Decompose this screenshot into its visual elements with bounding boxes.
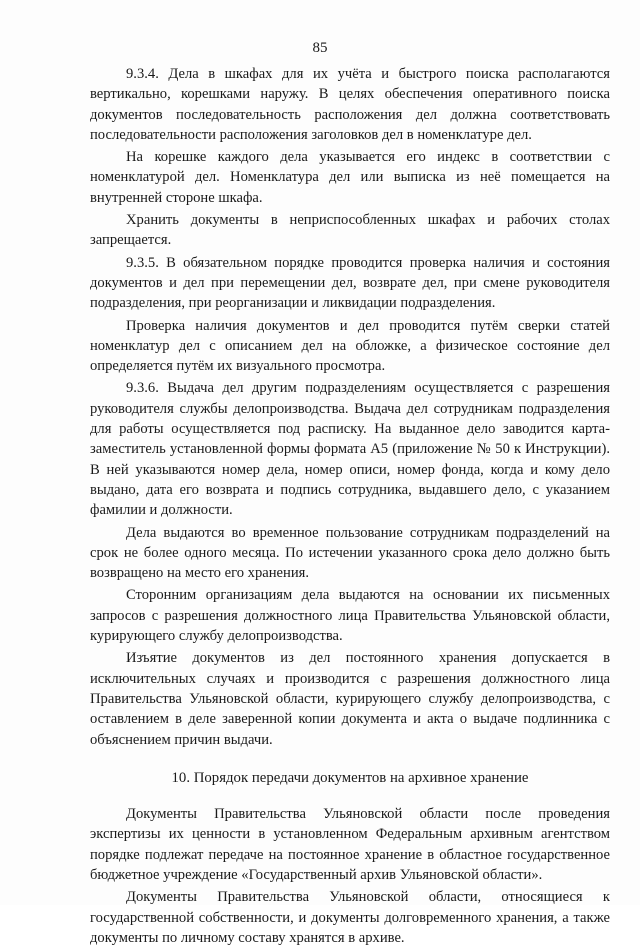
paragraph-temporary-use: Дела выдаются во временное пользование сотрудникам подразделений на срок не более одного месяца. По истечении указанного срока дело должно быть возвращено на место его хранения. [90,524,610,582]
paragraph-third-party: Сторонним организациям дела выдаются на основании их письменных запросов с разрешения должностного лица Правительства Ульяновской области, курирующего службу делопроизводства. [90,587,610,645]
paragraph-withdrawal: Изъятие документов из дел постоянного хранения допускается в исключительных случаях и производится с разрешения должностного лица Правительства Ульяновской области, курирующего службу делопроизводства, с оставлением в деле заверенной копии документа и акта о выдаче подлинника с объяснением причин выдачи. [90,650,610,748]
paragraph-availability-check: Проверка наличия документов и дел проводится путём сверки статей номенклатур дел с описанием дел на обложке, а физическое состояние дел определяется путём их визуального просмотра. [90,317,610,375]
paragraph-9-3-6: 9.3.6. Выдача дел другим подразделениям осуществляется с разрешения руководителя службы делопроизводства. Выдача дел сотрудникам подразделения для работы осуществляется под расписку. На выданное дело заводится карта-заместитель установленной формы формата А5 (приложение № 50 к Инструкции). В ней указываются номер дела, номер описи, номер фонда, когда и кому дело выдано, дата его возврата и подпись сотрудника, выдавшего дело, с указанием фамилии и должности. [90,380,610,519]
paragraph-9-3-5: 9.3.5. В обязательном порядке проводится проверка наличия и состояния документов и дел при перемещении дел, возврате дел, при смене руководителя подразделения, при реорганизации и ликвидации подразделения. [90,254,610,312]
paragraph-spine-index: На корешке каждого дела указывается его индекс в соответствии с номенклатурой дел. Номенклатура дел или выписка из неё помещается на внутренней стороне шкафа. [90,149,610,206]
paragraph-archive-storage: Документы Правительства Ульяновской области, относящиеся к государственной собственности, и документы долговременного хранения, а также документы по личному составу хранятся в архиве. [90,889,610,946]
paragraph-storage-prohibition: Хранить документы в неприспособленных шкафах и рабочих столах запрещается. [90,212,610,249]
section-heading: 10. Порядок передачи документов на архивное хранение [171,769,529,786]
paragraph-9-3-4: 9.3.4. Дела в шкафах для их учёта и быстрого поиска располагаются вертикально, корешками наружу. В целях обеспечения оперативного поиска документов последовательность расположения дел должна соответствовать последовательности расположения заголовков дел в номенклатуре дел. [90,66,610,143]
document-body [90,64,610,948]
paragraph-archive-transfer: Документы Правительства Ульяновской области после проведения экспертизы их ценности в установленном Федеральным архивным агентством порядке подлежат передаче на постоянное хранение в областное государственное бюджетное учреждение «Государственный архив Ульяновской области». [90,806,610,883]
page-number: 85 [312,40,328,56]
